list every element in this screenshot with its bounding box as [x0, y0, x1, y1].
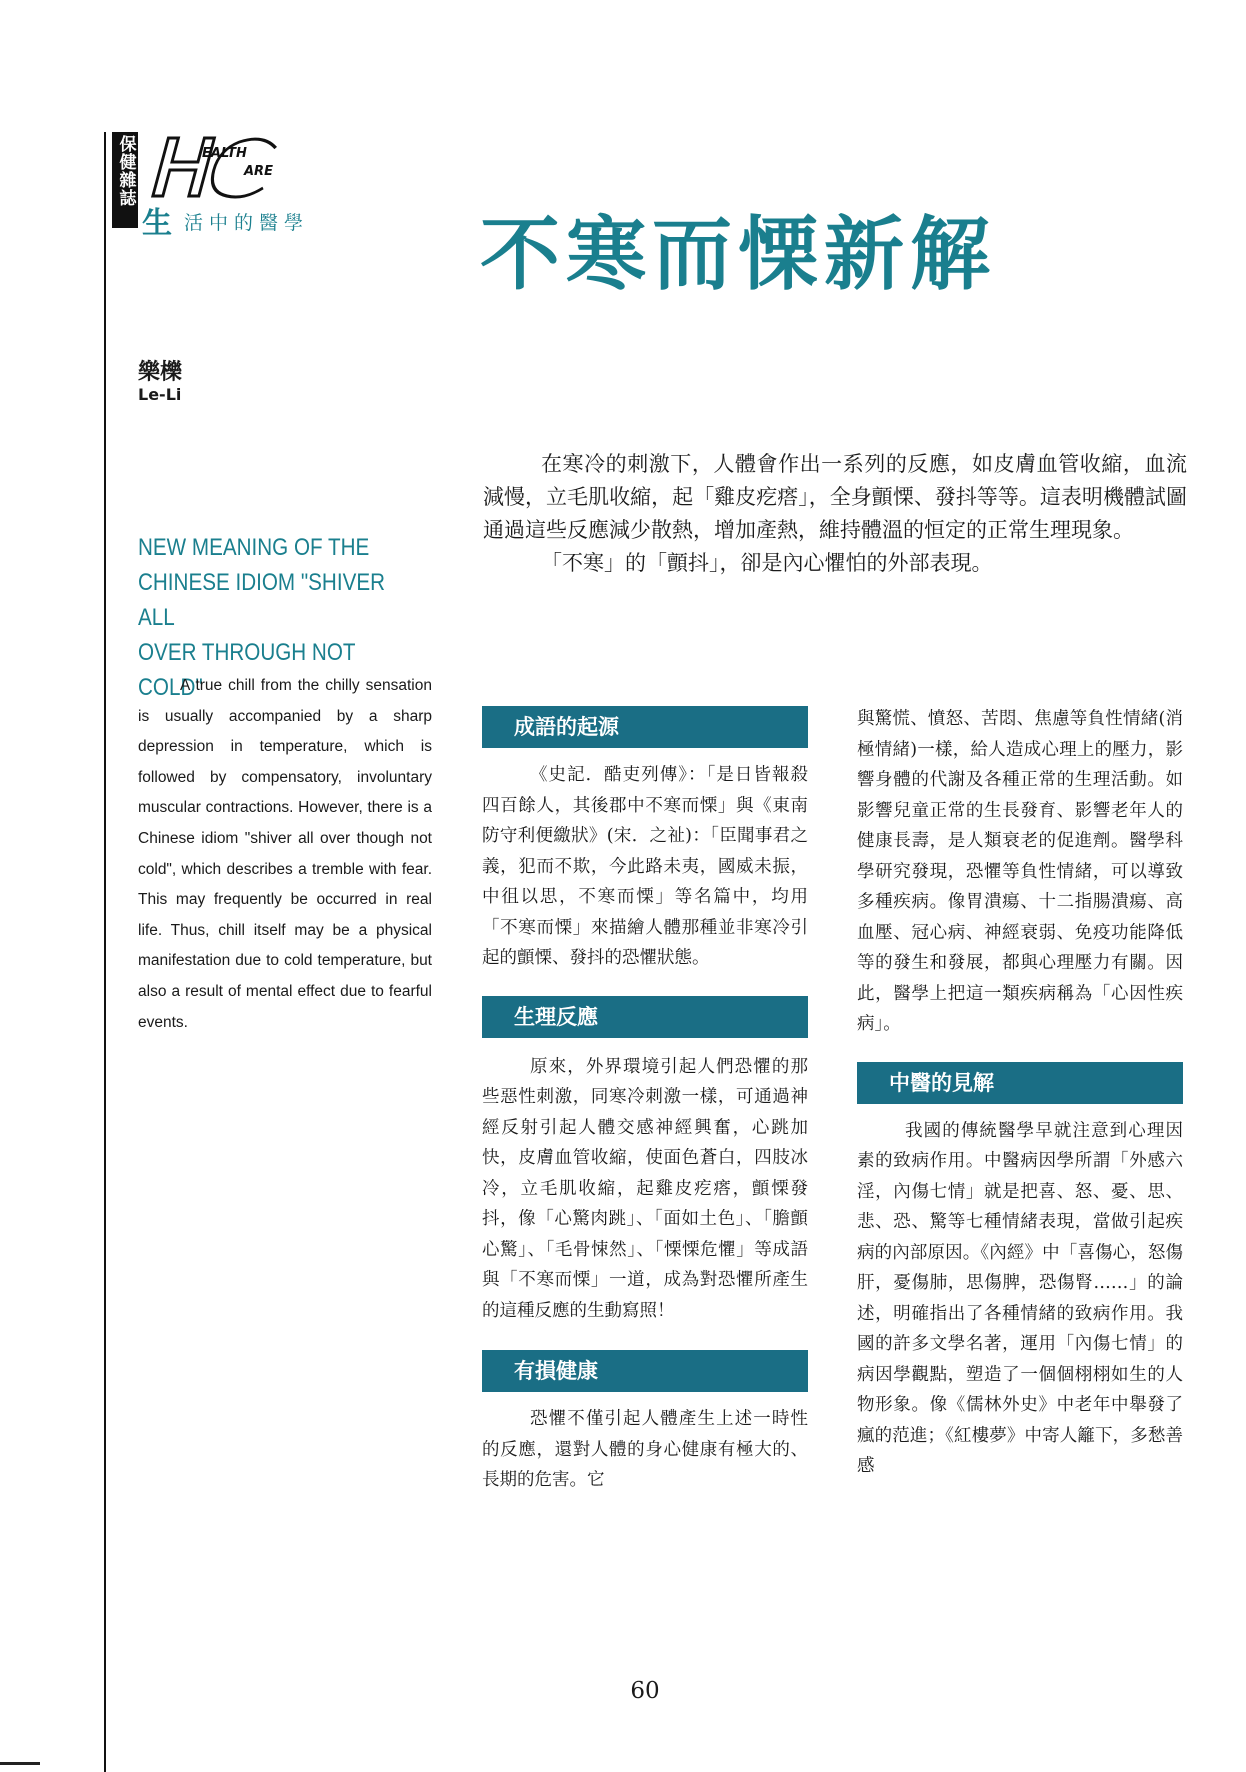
english-abstract: A true chill from the chilly sensation is usually accompanied by a sharp depression in temperature, which is followed by compensatory, involuntary muscular contractions. However, there is a Chinese idiom "shiver all over though not cold", which describes a tremble with fear. This may frequently be occurred in real life. Thus, chill itself may be a physical manifestation due to cold temperature, but also a result of mental effect due to fearful events.	[138, 677, 432, 1031]
magazine-tag	[112, 132, 138, 228]
lead-paragraphs	[483, 448, 1187, 580]
author-name-zh: 樂櫟	[138, 360, 183, 385]
article-title: 不寒而慄新解	[480, 207, 996, 301]
hc-logo-icon	[140, 132, 290, 202]
lead-paragraph: 在寒冷的刺激下，人體會作出一系列的反應，如皮膚血管收縮，血流減慢，立毛肌收縮，起「雞皮疙瘩」，全身顫慄、發抖等等。這表明機體試圖通過這些反應減少散熱，增加產熱，維持體溫的恒定的正常生理現象。	[483, 452, 1187, 542]
body-paragraph: 原來，外界環境引起人們恐懼的那些惡性刺激，同寒冷刺激一樣，可通過神經反射引起人體交感神經興奮，心跳加快，皮膚血管收縮，使面色蒼白，四肢冰冷，立毛肌收縮，起雞皮疙瘩，顫慄發抖，像「心驚肉跳」、「面如土色」、「膽顫心驚」、「毛骨悚然」、「慄慄危懼」等成語與「不寒而慄」一道，成為對恐懼所產生的這種反應的生動寫照！	[482, 1056, 808, 1321]
logo-top-text: EALTH	[202, 146, 247, 161]
english-title-line: CHINESE IDIOM "SHIVER ALL	[138, 569, 386, 631]
body-paragraph-continued: 與驚慌、憤怒、苦悶、焦慮等負性情緒(消極情緒)一樣，給人造成心理上的壓力，影響身體的代謝及各種正常的生理活動。如影響兒童正常的生長發育、影響老年人的健康長壽，是人類衰老的促進劑。醫學科學研究發現，恐懼等負性情緒，可以導致多種疾病。像胃潰瘍、十二指腸潰瘍、高血壓、冠心病、神經衰弱、免疫功能降低等的發生和發展，都與心理壓力有關。因此，醫學上把這一類疾病稱為「心因性疾病」。	[857, 709, 1183, 1034]
magazine-tag-text: 保健雜誌	[115, 135, 136, 207]
english-title-line: OVER THROUGH NOT COLD"	[138, 639, 356, 701]
column-right	[857, 704, 1183, 1482]
section-heading-origin: 成語的起源	[482, 706, 808, 748]
section-first-char: 生	[142, 206, 172, 241]
author-name-en: Le-Li	[138, 385, 182, 404]
lead-paragraph: 「不寒」的「顫抖」，卻是內心懼怕的外部表現。	[541, 551, 993, 575]
section-name: 活中的醫學	[184, 212, 310, 234]
section-heading-physiology: 生理反應	[482, 996, 808, 1038]
logo-bottom-text: ARE	[244, 164, 273, 179]
page-number: 60	[630, 1678, 660, 1704]
body-paragraph: 恐懼不僅引起人體產生上述一時性的反應，還對人體的身心健康有極大的、長期的危害。它	[482, 1409, 808, 1490]
section-heading-tcm: 中醫的見解	[857, 1062, 1183, 1104]
section-heading-health: 有損健康	[482, 1350, 808, 1392]
margin-rule	[104, 132, 106, 1772]
column-middle	[482, 706, 808, 1496]
body-paragraph: 我國的傳統醫學早就注意到心理因素的致病作用。中醫病因學所謂「外感六淫，內傷七情」就是把喜、怒、憂、思、悲、恐、驚等七種情緒表現，當做引起疾病的內部原因。《內經》中「喜傷心，怒傷肝，憂傷肺，思傷脾，恐傷腎……」的論述，明確指出了各種情緒的致病作用。我國的許多文學名著，運用「內傷七情」的病因學觀點，塑造了一個個栩栩如生的人物形象。像《儒林外史》中老年中舉發了瘋的范進；《紅樓夢》中寄人籬下，多愁善感	[857, 1120, 1183, 1476]
corner-mark	[0, 1762, 40, 1765]
body-paragraph: 《史記．酷吏列傳》：「是日皆報殺四百餘人，其後郡中不寒而慄」與《東南防守利便繳狀》(宋．之祉)：「臣聞事君之義，犯而不欺，今此路未夷，國威未振，中徂以思，不寒而慄」等名篇中，均用「不寒而慄」來描繪人體那種並非寒冷引起的顫慄、發抖的恐懼狀態。	[482, 765, 808, 968]
english-title-line: NEW MEANING OF THE	[138, 534, 370, 561]
